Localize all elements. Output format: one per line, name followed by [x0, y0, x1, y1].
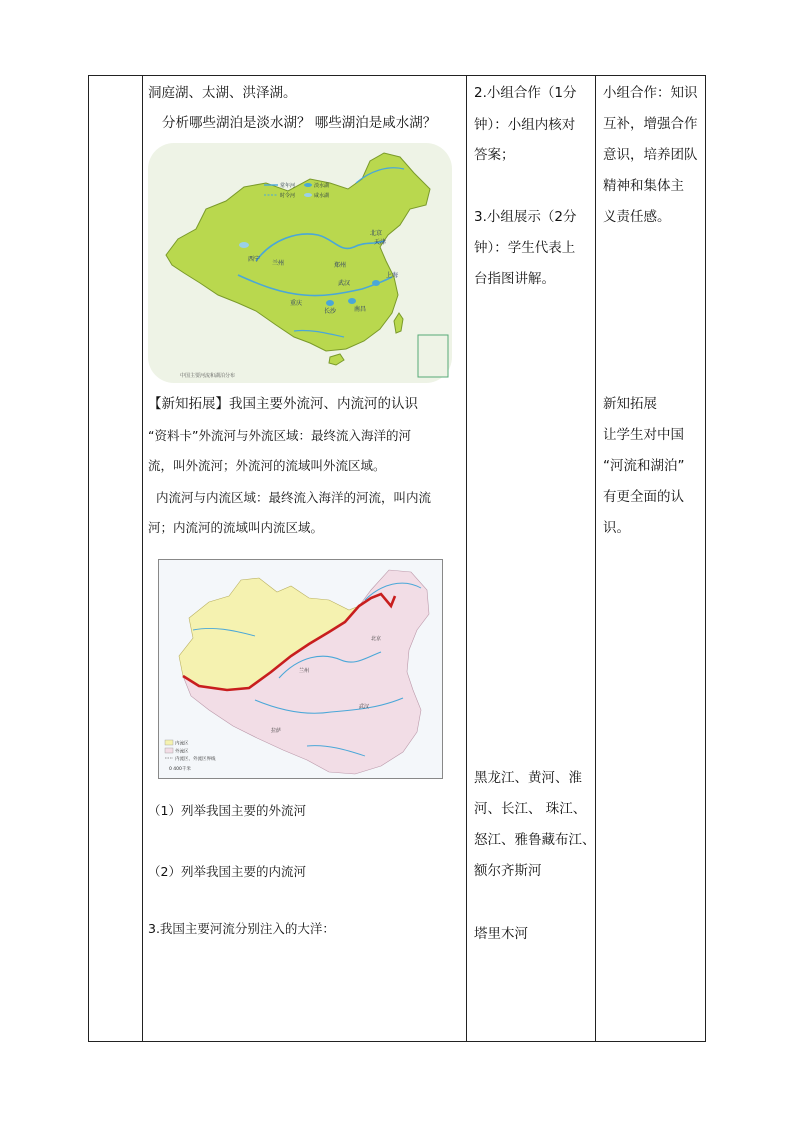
expand-line-4: 有更全面的认: [603, 489, 684, 505]
china-rivers-lakes-map-svg: [148, 143, 452, 383]
column-divider-1: [142, 75, 143, 1042]
table-border-left: [88, 75, 89, 1042]
outflow-rivers-answer-3: 怒江、雅鲁藏布江、: [474, 832, 596, 848]
city-shanghai: 上海: [386, 272, 399, 279]
column-divider-3: [595, 75, 596, 1042]
neiliu-definition-line-2: 河；内流河的流域叫内流区域。: [148, 520, 324, 535]
lake-dongting: [326, 300, 334, 306]
city-lhasa: 拉萨: [271, 728, 282, 734]
group-discussion-line-3: 答案；: [474, 147, 515, 163]
wailiu-definition-line-2: 流，叫外流河；外流河的流域叫外流区域。: [148, 458, 386, 473]
purpose-line-3: 意识，培养团队: [603, 147, 698, 163]
legend-seasonal-river: 时令河: [280, 193, 296, 199]
outflow-rivers-answer-1: 黑龙江、黄河、淮: [474, 770, 582, 786]
city-lanzhou: 兰州: [272, 260, 285, 267]
legend-outflow-area: 外流区: [175, 749, 189, 755]
city-beijing: 北京: [370, 230, 383, 237]
drainage-area-map-svg: [159, 560, 442, 778]
table-border-top: [88, 75, 706, 76]
city-tianjin: 天津: [374, 239, 387, 246]
city-wuhan: 武汉: [338, 280, 351, 287]
task-inland-rivers: （2）列举我国主要的内流河: [148, 864, 306, 879]
map1-caption: 中国主要河流和湖泊分布: [180, 373, 236, 379]
city-changsha: 长沙: [324, 308, 337, 315]
lakes-line: 洞庭湖、太湖、洪泽湖。: [148, 85, 297, 101]
legend-boundary: 内流区、外流区界线: [175, 757, 216, 762]
expand-line-2: 让学生对中国: [603, 427, 684, 443]
city-xining: 西宁: [248, 256, 261, 263]
legend-inland-area: 内流区: [175, 741, 189, 747]
lake-question: 分析哪些湖泊是淡水湖？ 哪些湖泊是咸水湖？: [162, 115, 437, 131]
purpose-line-1: 小组合作：知识: [603, 85, 698, 101]
inland-river-answer: 塔里木河: [474, 926, 528, 942]
purpose-line-5: 义责任感。: [603, 209, 671, 225]
table-border-right: [705, 75, 706, 1042]
expand-line-1: 新知拓展: [603, 396, 657, 412]
city-chongqing: 重庆: [290, 300, 303, 307]
group-show-line-2: 钟）：学生代表上: [474, 240, 576, 256]
purpose-line-2: 互补，增强合作: [603, 116, 698, 132]
group-show-line-1: 3.小组展示（2分: [474, 209, 577, 225]
lake-qinghai: [239, 242, 249, 248]
table-border-bottom: [88, 1041, 706, 1042]
neiliu-definition-line-1: 内流河与内流区域：最终流入海洋的河流，叫内流: [156, 490, 432, 505]
legend-freshwater-lake: 淡水湖: [314, 183, 330, 189]
expand-line-5: 识。: [603, 520, 630, 536]
legend-saltwater-lake: 咸水湖: [314, 193, 330, 199]
task-oceans: 3.我国主要河流分别注入的大洋：: [148, 921, 335, 936]
map2-scale: 0 400千米: [169, 767, 191, 772]
outflow-rivers-answer-2: 河、长江、 珠江、: [474, 801, 587, 817]
city-zhengzhou: 郑州: [334, 262, 347, 269]
legend-perennial-river: 常年河: [280, 183, 296, 189]
city-lanzhou: 兰州: [299, 668, 310, 674]
south-sea-inset: [418, 335, 448, 377]
group-discussion-line-1: 2.小组合作（1分: [474, 85, 577, 101]
expand-line-3: “河流和湖泊”: [603, 458, 685, 474]
purpose-line-4: 精神和集体主: [603, 178, 684, 194]
drainage-area-map: [158, 559, 443, 779]
task-outflow-rivers: （1）列举我国主要的外流河: [148, 803, 306, 818]
wailiu-definition-line-1: “资料卡”外流河与外流区域：最终流入海洋的河: [148, 428, 411, 443]
column-divider-2: [466, 75, 467, 1042]
group-discussion-line-2: 钟）：小组内核对: [474, 117, 576, 133]
section-title: 【新知拓展】我国主要外流河、内流河的认识: [148, 396, 418, 412]
lake-poyang: [348, 298, 356, 304]
city-beijing: 北京: [371, 636, 382, 642]
city-wuhan: 武汉: [359, 704, 370, 710]
city-nanchang: 南昌: [354, 306, 367, 313]
outflow-rivers-answer-4: 额尔齐斯河: [474, 863, 542, 879]
lake-taihu: [372, 280, 380, 286]
china-rivers-lakes-map: [148, 143, 452, 383]
group-show-line-3: 台指图讲解。: [474, 271, 555, 287]
